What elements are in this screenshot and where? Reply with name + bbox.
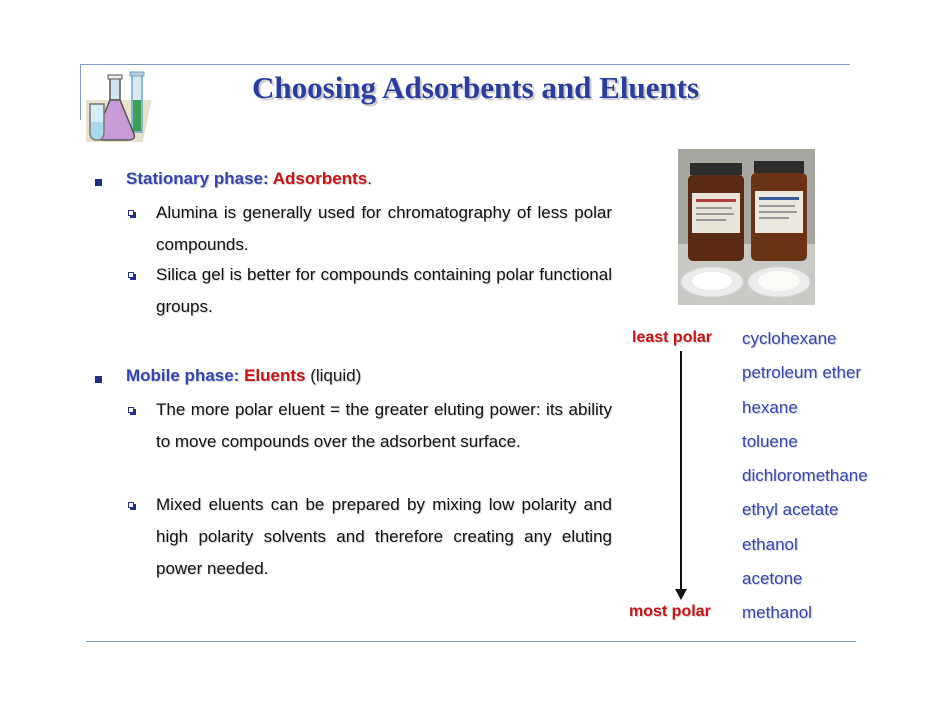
mobile-label: Mobile phase: xyxy=(126,366,245,385)
stationary-name: Adsorbents xyxy=(272,169,368,188)
stationary-point: Alumina is generally used for chromatography of less polar compounds. xyxy=(156,203,612,254)
lab-glassware-icon xyxy=(86,70,164,148)
mobile-point: Mixed eluents can be prepared by mixing low polarity and high polarity solvents and therefore creating any eluting power needed. xyxy=(156,495,612,578)
bullet-square-icon xyxy=(95,179,102,186)
most-polar-label: most polar xyxy=(629,603,711,620)
solvent-item: dichloromethane xyxy=(742,466,868,485)
solvent-item: ethanol xyxy=(742,535,798,554)
solvent-item: hexane xyxy=(742,398,798,417)
solvent-item: acetone xyxy=(742,569,803,588)
mobile-phase-heading xyxy=(126,366,361,386)
frame-top-line xyxy=(80,64,850,65)
stationary-end: . xyxy=(367,169,372,188)
adsorbent-bottles-photo xyxy=(678,149,815,305)
solvent-item: cyclohexane xyxy=(742,329,837,348)
stationary-point: Silica gel is better for compounds containing polar functional groups. xyxy=(156,265,612,316)
arrow-down-icon xyxy=(675,589,687,600)
sub-bullet-icon xyxy=(128,210,134,216)
sub-bullet-icon xyxy=(128,407,134,413)
mobile-point: The more polar eluent = the greater eluting power: its ability to move compounds over the adsorbent surface. xyxy=(156,400,612,451)
page-title: Choosing Adsorbents and Eluents xyxy=(252,70,700,105)
solvent-item: ethyl acetate xyxy=(742,500,839,519)
frame-bottom-line xyxy=(86,641,856,642)
stationary-phase-heading xyxy=(126,169,372,189)
frame-left-line xyxy=(80,64,81,120)
solvent-item: methanol xyxy=(742,603,812,622)
bullet-square-icon xyxy=(95,376,102,383)
mobile-suffix: (liquid) xyxy=(305,366,362,385)
polarity-arrow-line xyxy=(680,351,682,591)
solvent-item: toluene xyxy=(742,432,798,451)
least-polar-label: least polar xyxy=(632,329,713,346)
sub-bullet-icon xyxy=(128,272,134,278)
solvent-item: petroleum ether xyxy=(742,363,862,382)
sub-bullet-icon xyxy=(128,502,134,508)
mobile-name: Eluents xyxy=(244,366,306,385)
stationary-label: Stationary phase: xyxy=(126,169,273,188)
